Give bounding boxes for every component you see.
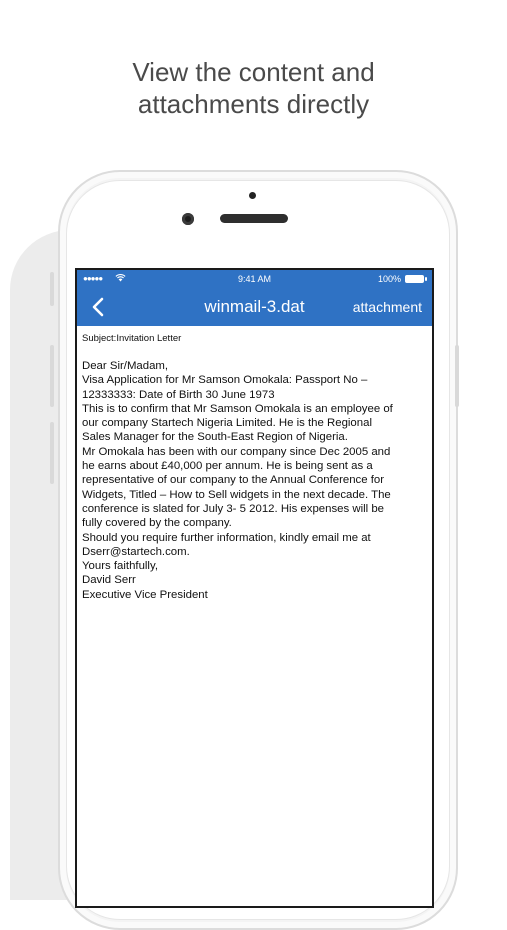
email-body-line: Visa Application for Mr Samson Omokala: Passport No – [82, 374, 368, 387]
signal-icon: ●●●●● [83, 274, 103, 283]
email-subject: Subject:Invitation Letter [82, 333, 182, 344]
attachment-button[interactable]: attachment [352, 299, 422, 315]
email-body [82, 359, 426, 602]
nav-title: winmail-3.dat [204, 297, 305, 316]
email-body-line: our company Startech Nigeria Limited. He is the Regional [82, 417, 372, 430]
battery-percent: 100% [377, 274, 401, 284]
email-body-line: 12333333: Date of Birth 30 June 1973 [82, 388, 275, 401]
email-body-line: Executive Vice President [82, 588, 208, 601]
power-button [455, 345, 459, 407]
volume-down-button [50, 422, 54, 484]
chevron-left-icon [92, 297, 104, 317]
email-body-line: conference is slated for July 3- 5 2012. His expenses will be [82, 502, 385, 515]
email-content [82, 332, 426, 602]
email-body-line: Mr Omokala has been with our company since Dec 2005 and [82, 445, 391, 458]
email-link[interactable]: Dserr@startech.com. [82, 545, 190, 558]
proximity-sensor [249, 192, 256, 199]
promo-line-2: attachments directly [137, 89, 370, 119]
email-body-line: David Serr [82, 574, 136, 587]
front-camera [182, 213, 194, 225]
promo-line-1: View the content and [132, 57, 375, 87]
app-header [77, 270, 432, 326]
mute-switch [50, 272, 54, 306]
email-body-line: Should you require further information, kindly email me at [82, 531, 371, 544]
email-body-line: This is to confirm that Mr Samson Omokala is an employee of [82, 402, 393, 415]
email-body-line: he earns about £40,000 per annum. He is being sent as a [82, 460, 373, 473]
back-button[interactable] [85, 294, 111, 320]
phone-screen [75, 268, 434, 908]
email-body-line: Sales Manager for the South-East Region of Nigeria. [82, 431, 348, 444]
earpiece-speaker [220, 214, 288, 223]
email-body-line: Yours faithfully, [82, 560, 158, 573]
status-bar [77, 270, 432, 288]
battery-icon [405, 275, 424, 283]
email-body-line: Widgets, Titled – How to Sell widgets in the next decade. The [82, 488, 391, 501]
volume-up-button [50, 345, 54, 407]
promo-headline [0, 56, 507, 120]
navigation-bar [77, 288, 432, 326]
status-time: 9:41 AM [237, 274, 272, 284]
email-body-line: representative of our company to the Annual Conference for [82, 474, 385, 487]
email-body-line: fully covered by the company. [82, 517, 232, 530]
email-body-line: Dear Sir/Madam, [82, 360, 169, 372]
